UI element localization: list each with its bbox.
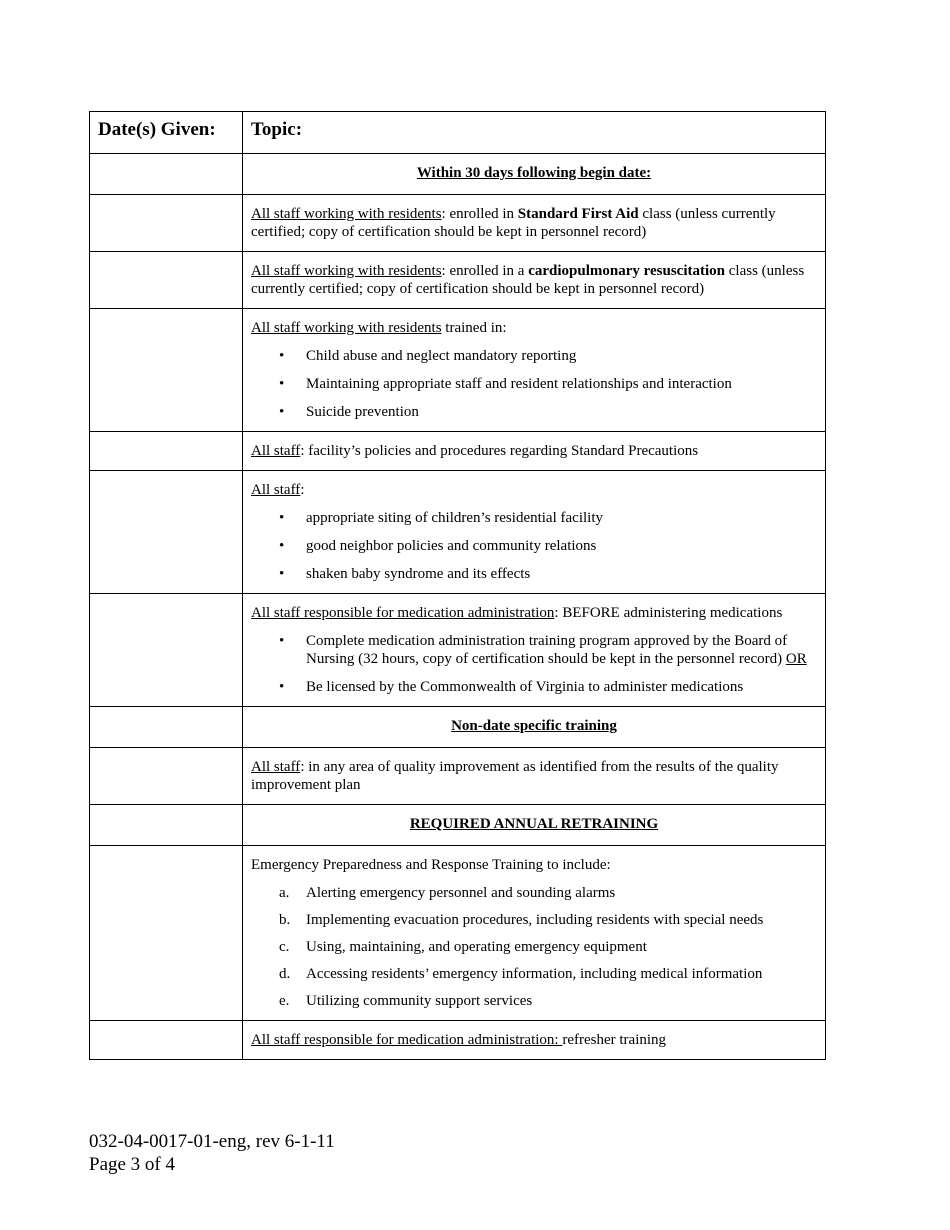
topic-text: All staff working with residents: enrolled in a cardiopulmonary resuscitation class (unless currently certified; copy of certification should be kept in personnel record) [251,263,805,297]
list-item: • appropriate siting of children’s residential facility [279,510,603,526]
date-cell[interactable] [90,707,243,748]
bullet-list [251,347,817,421]
section-row-within30 [90,154,826,195]
date-cell[interactable] [90,594,243,707]
bullet-list [251,509,817,583]
date-cell[interactable] [90,432,243,471]
bullet-list [251,632,817,696]
list-item: b. Implementing evacuation procedures, including residents with special needs [279,912,764,928]
header-row [90,112,826,154]
table-row [90,594,826,707]
section-title: REQUIRED ANNUAL RETRAINING [409,816,659,832]
topic-header: Topic: [243,112,826,154]
page-footer [89,1130,335,1176]
table-row [90,1021,826,1060]
section-title: Non-date specific training [451,718,617,734]
section-row-nondate [90,707,826,748]
table-row [90,309,826,432]
list-item: • Child abuse and neglect mandatory reporting [279,348,577,364]
list-item: a. Alerting emergency personnel and sounding alarms [279,885,616,901]
list-item: • Be licensed by the Commonwealth of Virginia to administer medications [279,679,744,695]
topic-text: All staff working with residents trained in: • Child abuse and neglect mandatory reporting • Maintaining appropriate staff and resident relationships and interaction • Suicide prevention [243,309,825,431]
section-row-annual [90,805,826,846]
date-cell[interactable] [90,805,243,846]
date-cell[interactable] [90,846,243,1021]
date-cell[interactable] [90,154,243,195]
topic-text: All staff: • appropriate siting of children’s residential facility • good neighbor policies and community relations • shaken baby syndrome and its effects [243,471,825,593]
date-cell[interactable] [90,748,243,805]
list-item: • good neighbor policies and community relations [279,538,597,554]
form-code: 032-04-0017-01-eng, rev 6-1-11 [89,1131,335,1152]
topic-text: Emergency Preparedness and Response Training to include: a. Alerting emergency personnel and sounding alarms b. Implementing evacuation procedures, including residents with special needs c. Using, maintaining, and operating emergency equipment d. Accessing residents’ emergency information, including medical information e. Utilizing community support services [243,846,825,1020]
list-item: • Complete medication administration training program approved by the Board of Nursing (32 hours, copy of certification should be kept in the personnel record) OR [279,633,807,667]
dates-given-header: Date(s) Given: [90,112,243,154]
training-table [89,111,826,1060]
date-cell[interactable] [90,309,243,432]
section-title: Within 30 days following begin date: [416,165,652,181]
date-cell[interactable] [90,471,243,594]
list-item: • Maintaining appropriate staff and resident relationships and interaction [279,376,732,392]
list-item: d. Accessing residents’ emergency information, including medical information [279,966,763,982]
topic-text: All staff working with residents: enrolled in Standard First Aid class (unless currently certified; copy of certification should be kept in personnel record) [251,206,776,240]
topic-text: All staff: facility’s policies and procedures regarding Standard Precautions [251,443,699,459]
topic-text: All staff: in any area of quality improvement as identified from the results of the quality improvement plan [251,759,779,793]
page-number: Page 3 of 4 [89,1154,176,1175]
table-row [90,252,826,309]
table-row [90,195,826,252]
lettered-list [251,884,817,1010]
list-item: • Suicide prevention [279,404,419,420]
date-cell[interactable] [90,1021,243,1060]
table-row [90,471,826,594]
list-item: e. Utilizing community support services [279,993,533,1009]
topic-text: All staff responsible for medication administration: refresher training [251,1032,667,1048]
list-item: • shaken baby syndrome and its effects [279,566,531,582]
table-row [90,432,826,471]
date-cell[interactable] [90,252,243,309]
table-row [90,846,826,1021]
table-row [90,748,826,805]
date-cell[interactable] [90,195,243,252]
list-item: c. Using, maintaining, and operating emergency equipment [279,939,647,955]
topic-text: All staff responsible for medication administration: BEFORE administering medications • Complete medication administration training program approved by the Board of Nursing (32 hours, copy of certification should be kept in the personnel record) OR • Be licensed by the Commonwealth of Virginia to administer medications [243,594,825,706]
